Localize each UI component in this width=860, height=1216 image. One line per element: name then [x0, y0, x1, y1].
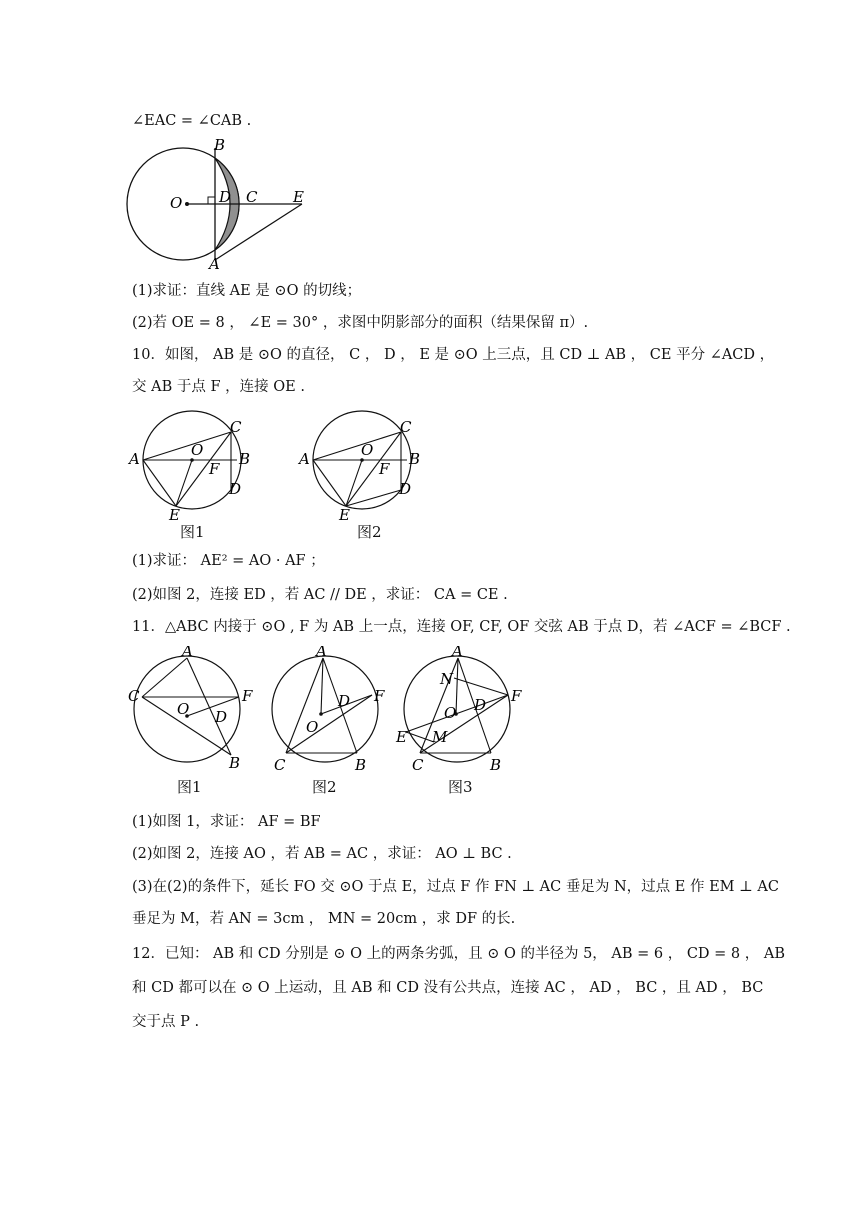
q10-stem-line1: 10．如图， AB 是 ⊙O 的直径， C ， D ， E 是 ⊙O 上三点，且 CD ⊥ AB ， CE 平分 ∠ACD ，	[132, 347, 775, 363]
label-E: E	[339, 506, 350, 522]
label-O: O	[170, 194, 183, 212]
q10-part1: (1)求证： AE² = AO · AF ；	[132, 553, 325, 569]
label-O: O	[444, 704, 457, 722]
label-A: A	[299, 450, 310, 468]
q11-part3-line1: (3)在(2)的条件下，延长 FO 交 ⊙O 于点 E，过点 F 作 FN ⊥ AC 垂足为 N，过点 E 作 EM ⊥ AC	[132, 879, 779, 895]
label-O: O	[191, 441, 204, 459]
label-E: E	[293, 188, 304, 206]
q12-stem-line2: 和 CD 都可以在 ⊙ O 上运动，且 AB 和 CD 没有公共点，连接 AC ， AD ， BC ，且 AD ， BC	[132, 980, 764, 996]
label-D: D	[474, 696, 487, 714]
label-B: B	[229, 754, 241, 772]
label-B: B	[490, 756, 502, 774]
q10-part2: (2)如图 2，连接 ED ，若 AC // DE ，求证： CA = CE .	[132, 587, 508, 603]
label-B: B	[214, 138, 226, 154]
q11-caption-3: 图3	[448, 778, 473, 796]
label-D: D	[338, 692, 351, 710]
label-F: F	[379, 460, 390, 478]
label-D: D	[219, 188, 232, 206]
label-C: C	[230, 418, 242, 436]
q11-stem: 11．△ABC 内接于 ⊙O , F 为 AB 上一点，连接 OF, CF, OF 交弦 AB 于点 D，若 ∠ACF = ∠BCF .	[132, 619, 791, 635]
label-C: C	[246, 188, 258, 206]
label-F: F	[242, 687, 253, 705]
q11-part3-line2: 垂足为 M，若 AN = 3cm ， MN = 20cm ，求 DF 的长.	[132, 911, 516, 927]
label-E: E	[169, 506, 180, 522]
label-D: D	[229, 480, 242, 498]
label-O: O	[306, 718, 319, 736]
label-M: M	[432, 728, 448, 746]
q12-stem-line1: 12．已知： AB 和 CD 分别是 ⊙ O 上的两条劣弧，且 ⊙ O 的半径为 5， AB = 6 ， CD = 8 ， AB	[132, 946, 786, 962]
q9-part2: (2)若 OE = 8 ， ∠E = 30° ，求图中阴影部分的面积（结果保留 π）.	[132, 315, 589, 331]
label-O: O	[177, 700, 190, 718]
q10-figure-1	[125, 410, 265, 522]
q11-caption-1: 图1	[177, 778, 202, 796]
label-B: B	[355, 756, 367, 774]
q11-part1: (1)如图 1，求证： AF = BF	[132, 814, 321, 830]
label-A: A	[129, 450, 140, 468]
q10-figure-2	[295, 410, 435, 522]
q10-caption-2: 图2	[357, 523, 382, 541]
label-A: A	[182, 646, 193, 660]
label-D: D	[399, 480, 412, 498]
label-F: F	[374, 687, 385, 705]
q11-part2: (2)如图 2，连接 AO ，若 AB = AC ，求证： AO ⊥ BC .	[132, 846, 512, 862]
label-D: D	[215, 708, 228, 726]
label-C: C	[274, 756, 286, 774]
label-A: A	[452, 646, 463, 660]
label-E: E	[396, 728, 407, 746]
q9-part1: (1)求证：直线 AE 是 ⊙O 的切线；	[132, 283, 362, 299]
label-F: F	[511, 687, 522, 705]
label-B: B	[239, 450, 251, 468]
label-C: C	[412, 756, 424, 774]
q10-caption-1: 图1	[180, 523, 205, 541]
label-A: A	[316, 646, 327, 660]
label-F: F	[209, 460, 220, 478]
label-O: O	[361, 441, 374, 459]
q9-figure	[125, 138, 315, 272]
label-A: A	[209, 255, 220, 272]
q11-figure-1	[126, 646, 258, 774]
label-B: B	[409, 450, 421, 468]
text-line-angle-eac: ∠EAC = ∠CAB .	[132, 113, 252, 129]
label-C: C	[400, 418, 412, 436]
q11-caption-2: 图2	[312, 778, 337, 796]
label-C: C	[128, 687, 140, 705]
q11-figure-2	[268, 646, 392, 774]
q11-figure-3	[394, 646, 530, 774]
q12-stem-line3: 交于点 P .	[132, 1014, 200, 1030]
q10-stem-line2: 交 AB 于点 F ，连接 OE .	[132, 379, 305, 395]
label-N: N	[440, 670, 454, 688]
